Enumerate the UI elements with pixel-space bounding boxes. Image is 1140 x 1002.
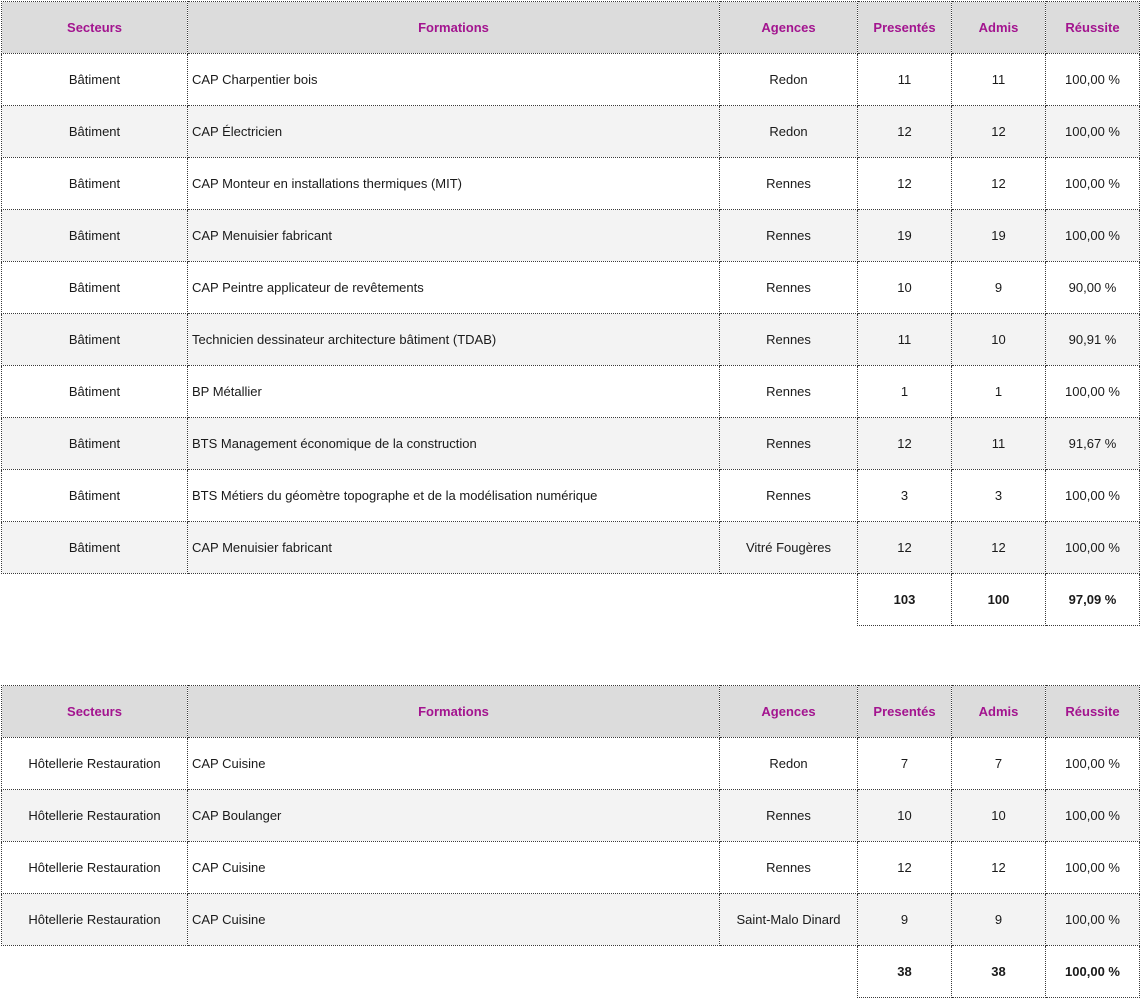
total-presented: 38	[858, 946, 952, 998]
table-header-row	[2, 2, 1140, 54]
cell-presented: 1	[858, 366, 952, 418]
cell-sector: Hôtellerie Restauration	[2, 842, 188, 894]
cell-admitted: 9	[952, 894, 1046, 946]
cell-agency: Rennes	[720, 210, 858, 262]
cell-success: 100,00 %	[1046, 470, 1140, 522]
total-admitted: 38	[952, 946, 1046, 998]
cell-presented: 7	[858, 738, 952, 790]
cell-sector: Bâtiment	[2, 106, 188, 158]
cell-agency: Rennes	[720, 842, 858, 894]
results-table-hotellerie	[1, 685, 1140, 998]
cell-admitted: 12	[952, 522, 1046, 574]
results-table-batiment	[1, 1, 1140, 626]
cell-presented: 19	[858, 210, 952, 262]
cell-agency: Redon	[720, 738, 858, 790]
cell-presented: 11	[858, 54, 952, 106]
cell-presented: 12	[858, 842, 952, 894]
cell-sector: Bâtiment	[2, 54, 188, 106]
cell-admitted: 11	[952, 418, 1046, 470]
cell-success: 100,00 %	[1046, 522, 1140, 574]
cell-admitted: 7	[952, 738, 1046, 790]
cell-formation: CAP Cuisine	[188, 894, 720, 946]
cell-formation: CAP Électricien	[188, 106, 720, 158]
cell-agency: Rennes	[720, 790, 858, 842]
totals-spacer	[2, 946, 858, 998]
cell-presented: 12	[858, 418, 952, 470]
cell-formation: CAP Charpentier bois	[188, 54, 720, 106]
cell-formation: CAP Boulanger	[188, 790, 720, 842]
cell-sector: Bâtiment	[2, 366, 188, 418]
cell-presented: 12	[858, 106, 952, 158]
cell-admitted: 12	[952, 842, 1046, 894]
cell-presented: 3	[858, 470, 952, 522]
table-row	[2, 418, 1140, 470]
table-row	[2, 894, 1140, 946]
total-success: 100,00 %	[1046, 946, 1140, 998]
cell-admitted: 19	[952, 210, 1046, 262]
table-row	[2, 262, 1140, 314]
cell-presented: 12	[858, 158, 952, 210]
cell-success: 100,00 %	[1046, 790, 1140, 842]
cell-sector: Bâtiment	[2, 262, 188, 314]
cell-admitted: 12	[952, 158, 1046, 210]
cell-formation: BTS Management économique de la construction	[188, 418, 720, 470]
table-row	[2, 842, 1140, 894]
cell-agency: Rennes	[720, 366, 858, 418]
total-admitted: 100	[952, 574, 1046, 626]
totals-row	[2, 946, 1140, 998]
cell-agency: Redon	[720, 106, 858, 158]
cell-presented: 10	[858, 262, 952, 314]
table-header-row	[2, 686, 1140, 738]
cell-formation: Technicien dessinateur architecture bâtiment (TDAB)	[188, 314, 720, 366]
header-presented: Presentés	[858, 2, 952, 54]
cell-admitted: 3	[952, 470, 1046, 522]
cell-sector: Bâtiment	[2, 210, 188, 262]
cell-success: 91,67 %	[1046, 418, 1140, 470]
header-success: Réussite	[1046, 686, 1140, 738]
cell-agency: Rennes	[720, 418, 858, 470]
cell-formation: CAP Cuisine	[188, 842, 720, 894]
table-row	[2, 54, 1140, 106]
cell-sector: Hôtellerie Restauration	[2, 790, 188, 842]
table-row	[2, 470, 1140, 522]
total-success: 97,09 %	[1046, 574, 1140, 626]
table-row	[2, 790, 1140, 842]
cell-sector: Bâtiment	[2, 314, 188, 366]
cell-sector: Bâtiment	[2, 522, 188, 574]
cell-success: 100,00 %	[1046, 158, 1140, 210]
cell-presented: 10	[858, 790, 952, 842]
cell-sector: Hôtellerie Restauration	[2, 894, 188, 946]
cell-success: 100,00 %	[1046, 894, 1140, 946]
cell-formation: CAP Peintre applicateur de revêtements	[188, 262, 720, 314]
cell-sector: Bâtiment	[2, 418, 188, 470]
cell-admitted: 10	[952, 790, 1046, 842]
cell-admitted: 1	[952, 366, 1046, 418]
cell-agency: Rennes	[720, 158, 858, 210]
cell-agency: Rennes	[720, 314, 858, 366]
cell-success: 100,00 %	[1046, 106, 1140, 158]
cell-presented: 12	[858, 522, 952, 574]
cell-admitted: 12	[952, 106, 1046, 158]
table-row	[2, 522, 1140, 574]
cell-admitted: 11	[952, 54, 1046, 106]
header-admitted: Admis	[952, 686, 1046, 738]
cell-success: 100,00 %	[1046, 738, 1140, 790]
cell-admitted: 9	[952, 262, 1046, 314]
table-row	[2, 158, 1140, 210]
header-formation: Formations	[188, 686, 720, 738]
header-sector: Secteurs	[2, 2, 188, 54]
cell-formation: CAP Menuisier fabricant	[188, 210, 720, 262]
cell-presented: 9	[858, 894, 952, 946]
totals-row	[2, 574, 1140, 626]
cell-agency: Rennes	[720, 470, 858, 522]
table-row	[2, 314, 1140, 366]
header-presented: Presentés	[858, 686, 952, 738]
cell-agency: Saint-Malo Dinard	[720, 894, 858, 946]
cell-formation: CAP Cuisine	[188, 738, 720, 790]
header-admitted: Admis	[952, 2, 1046, 54]
cell-success: 90,91 %	[1046, 314, 1140, 366]
totals-spacer	[2, 574, 858, 626]
cell-formation: CAP Menuisier fabricant	[188, 522, 720, 574]
header-formation: Formations	[188, 2, 720, 54]
cell-admitted: 10	[952, 314, 1046, 366]
cell-agency: Vitré Fougères	[720, 522, 858, 574]
cell-success: 100,00 %	[1046, 366, 1140, 418]
cell-formation: CAP Monteur en installations thermiques (MIT)	[188, 158, 720, 210]
table-row	[2, 738, 1140, 790]
cell-agency: Rennes	[720, 262, 858, 314]
cell-sector: Bâtiment	[2, 158, 188, 210]
total-presented: 103	[858, 574, 952, 626]
header-sector: Secteurs	[2, 686, 188, 738]
cell-sector: Hôtellerie Restauration	[2, 738, 188, 790]
cell-sector: Bâtiment	[2, 470, 188, 522]
table-row	[2, 210, 1140, 262]
table-row	[2, 366, 1140, 418]
cell-agency: Redon	[720, 54, 858, 106]
cell-formation: BP Métallier	[188, 366, 720, 418]
table-row	[2, 106, 1140, 158]
cell-formation: BTS Métiers du géomètre topographe et de la modélisation numérique	[188, 470, 720, 522]
cell-success: 90,00 %	[1046, 262, 1140, 314]
header-agency: Agences	[720, 2, 858, 54]
header-agency: Agences	[720, 686, 858, 738]
cell-success: 100,00 %	[1046, 54, 1140, 106]
cell-success: 100,00 %	[1046, 210, 1140, 262]
cell-presented: 11	[858, 314, 952, 366]
header-success: Réussite	[1046, 2, 1140, 54]
cell-success: 100,00 %	[1046, 842, 1140, 894]
